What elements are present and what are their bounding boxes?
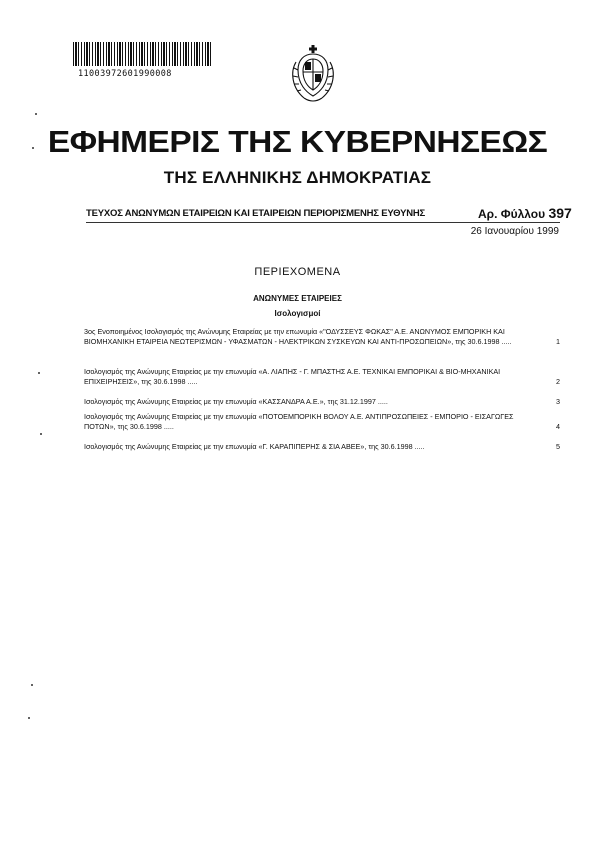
barcode-number: 11003972601990008 [78,69,172,79]
coat-of-arms-icon [284,40,342,108]
gazette-title: ΕΦΗΜΕΡΙΣ ΤΗΣ ΚΥΒΕΡΝΗΣΕΩΣ [47,124,548,159]
header-rule [86,222,560,223]
sheet-label: Αρ. Φύλλου [478,207,546,221]
toc-entry-page: 4 [556,421,560,431]
toc-entry-text: 3ος Ενοποιημένος Ισολογισμός της Ανώνυμης Εταιρείας με την επωνυμία «"ΟΔΥΣΣΕΥΣ ΦΩΚΑΣ" Α.Ε. ΑΝΩΝΥΜΟΣ ΕΜΠΟΡΙΚΗ ΚΑΙ ΒΙΟΜΗΧΑΝΙΚΗ ΕΤΑΙΡΕΙΑ ΝΕΩΤΕΡΙΣΜΩΝ - ΥΦΑΣΜΑΤΩΝ - ΗΛΕΚΤΡΙΚΩΝ ΣΥΣΚΕΥΩΝ ΚΑΙ ΑΝΤΙ-ΠΡΟΣΩΠΕΙΩΝ», της 30.6.1998 ..... [84,327,512,346]
subsection-heading: Ισολογισμοί [274,309,321,318]
sheet-number: 397 [548,205,572,221]
toc-entry [84,397,560,407]
scan-speck [31,684,33,686]
toc-entry-page: 5 [556,442,560,451]
toc-entry [84,442,560,452]
sheet-number-block [478,205,572,221]
toc-entry-text: Ισολογισμός της Ανώνυμης Εταιρείας με την επωνυμία «ΠΟΤΟΕΜΠΟΡΙΚΗ ΒΟΛΟΥ Α.Ε. ΑΝΤΙΠΡΟΣΩΠΕΙΕΣ - ΕΜΠΟΡΙΟ - ΕΙΣΑΓΩΓΕΣ ΠΟΤΩΝ», της 30.6.1998 ..... [84,412,514,431]
toc-entry [84,412,560,431]
issue-series: ΤΕΥΧΟΣ ΑΝΩΝΥΜΩΝ ΕΤΑΙΡΕΙΩΝ ΚΑΙ ΕΤΑΙΡΕΙΩΝ ΠΕΡΙΟΡΙΣΜΕΝΗΣ ΕΥΘΥΝΗΣ [86,208,426,219]
toc-entry-text: Ισολογισμός της Ανώνυμης Εταιρείας με την επωνυμία «ΚΑΣΣΑΝΔΡΑ Α.Ε.», της 31.12.1997 ..... [84,397,388,406]
contents-heading: ΠΕΡΙΕΧΟΜΕΝΑ [254,266,341,278]
section-heading: ΑΝΩΝΥΜΕΣ ΕΤΑΙΡΕΙΕΣ [253,294,342,303]
gazette-subtitle: ΤΗΣ ΕΛΛΗΝΙΚΗΣ ΔΗΜΟΚΡΑΤΙΑΣ [163,168,432,187]
barcode [73,42,211,66]
toc-entry-text: Ισολογισμός της Ανώνυμης Εταιρείας με την επωνυμία «Γ. ΚΑΡΑΠΙΠΕΡΗΣ & ΣΙΑ ΑΒΕΕ», της 30.6.1998 ..... [84,442,425,451]
scan-speck [38,372,40,374]
toc-entry-page: 2 [556,376,560,386]
issue-date: 26 Ιανουαρίου 1999 [470,226,559,237]
toc-entry [84,367,560,386]
scan-speck [40,433,42,435]
scan-speck [35,113,37,115]
toc-entry [84,327,560,346]
toc-entry-page: 3 [556,397,560,406]
scan-speck [32,147,34,149]
toc-entry-page: 1 [556,336,560,346]
toc-entry-text: Ισολογισμός της Ανώνυμης Εταιρείας με την επωνυμία «Α. ΛΙΑΠΗΣ - Γ. ΜΠΑΣΤΗΣ Α.Ε. ΤΕΧΝΙΚΑΙ ΕΜΠΟΡΙΚΑΙ & ΒΙΟ-ΜΗΧΑΝΙΚΑΙ ΕΠΙΧΕΙΡΗΣΕΙΣ», της 30.6.1998 ..... [84,367,501,386]
scan-speck [28,717,30,719]
